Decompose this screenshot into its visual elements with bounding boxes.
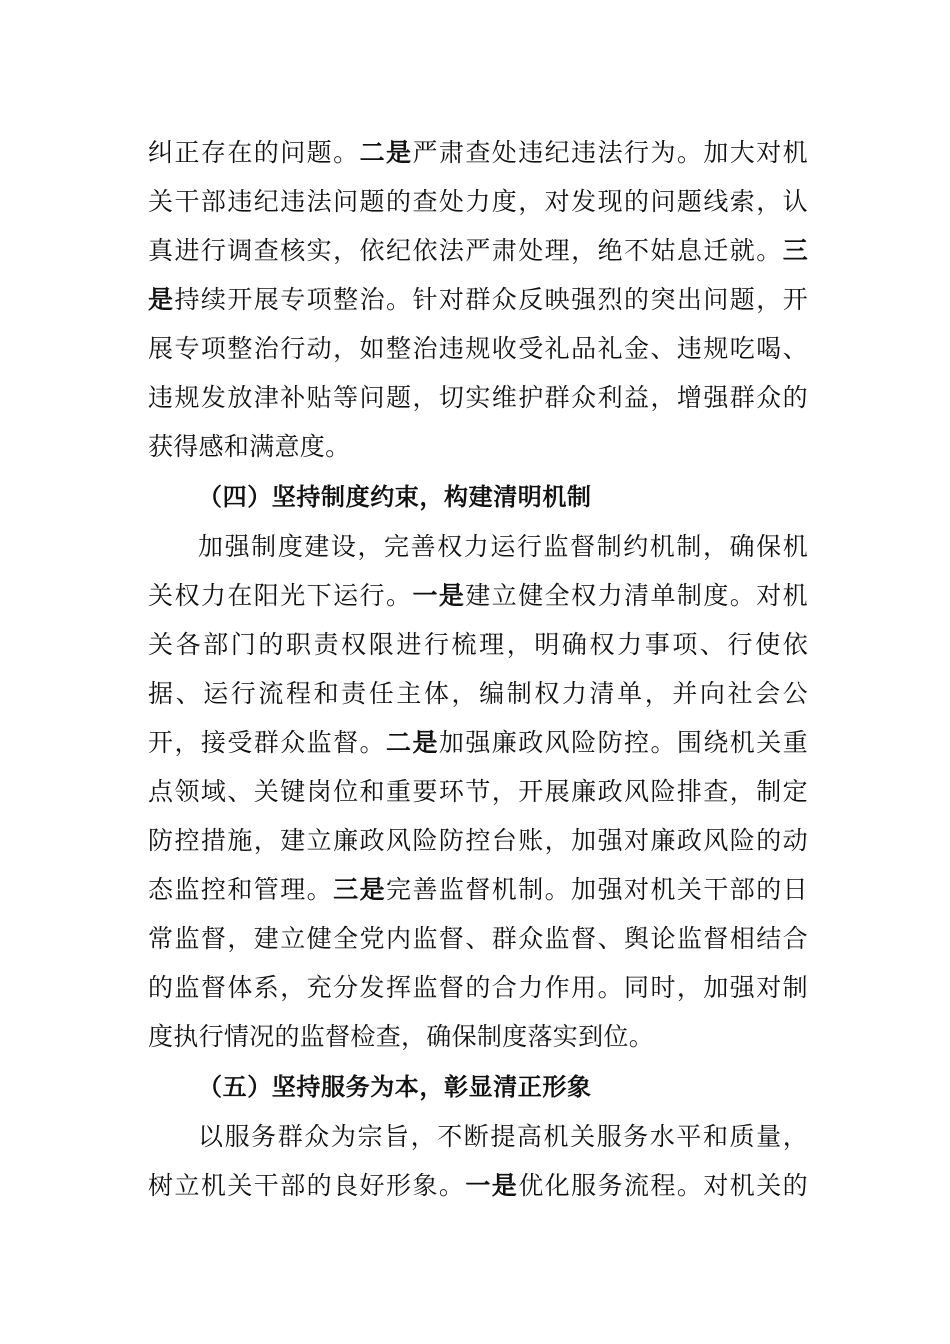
paragraph-line: 度执行情况的监督检查，确保制度落实到位。 — [148, 1022, 655, 1051]
paragraph-line — [148, 873, 808, 907]
paragraph-line — [148, 234, 808, 268]
paragraph-line — [148, 579, 808, 613]
paragraph-line: 点领域、关键岗位和重要环节，开展廉政风险排查，制定 — [148, 777, 808, 806]
text-run: 纠正存在的问题。 — [148, 138, 360, 167]
paragraph-line: 展专项整治行动，如整治违规收受礼品礼金、违规吃喝、 — [148, 334, 808, 363]
paragraph-line: 关干部违纪违法问题的查处力度，对发现的问题线索，认 — [148, 187, 808, 216]
text-run: 严肃查处违纪违法行为。加大对机 — [412, 138, 808, 167]
paragraph-line — [148, 1169, 808, 1203]
text-run: 优化服务流程。对机关的 — [518, 1171, 808, 1200]
bold-marker: 是 — [148, 285, 175, 314]
paragraph-line: 据、运行流程和责任主体，编制权力清单，并向社会公 — [148, 679, 808, 708]
paragraph-line: 关各部门的职责权限进行梳理，明确权力事项、行使依 — [148, 630, 808, 659]
section-heading: （五）坚持服务为本，彰显清正形象 — [198, 1073, 592, 1101]
bold-marker: 三是 — [333, 875, 387, 904]
paragraph-line — [148, 726, 808, 760]
text-run: 真进行调查核实，依纪依法严肃处理，绝不姑息迁就。 — [148, 236, 783, 265]
bold-marker: 二是 — [386, 728, 439, 757]
bold-marker: 三 — [782, 236, 808, 265]
text-run: 持续开展专项整治。针对群众反映强烈的突出问题，开 — [174, 285, 808, 314]
paragraph-line: 以服务群众为宗旨，不断提高机关服务水平和质量， — [198, 1122, 808, 1151]
paragraph-line: 获得感和满意度。 — [148, 432, 351, 461]
section-heading: （四）坚持制度约束，构建清明机制 — [198, 483, 592, 511]
text-run: 建立健全权力清单制度。对机 — [465, 581, 808, 610]
paragraph-line: 加强制度建设，完善权力运行监督制约机制，确保机 — [198, 532, 808, 561]
paragraph-line — [148, 283, 808, 317]
text-run: 完善监督机制。加强对机关干部的日 — [386, 875, 808, 904]
bold-marker: 一是 — [412, 581, 466, 610]
text-run: 态监控和管理。 — [148, 875, 334, 904]
bold-marker: 一是 — [465, 1171, 519, 1200]
text-run: 树立机关干部的良好形象。 — [148, 1171, 466, 1200]
text-run: 开，接受群众监督。 — [148, 728, 387, 757]
paragraph-line: 的监督体系，充分发挥监督的合力作用。同时，加强对制 — [148, 973, 808, 1002]
text-run: 加强廉政风险防控。围绕机关重 — [438, 728, 808, 757]
bold-marker: 二是 — [359, 138, 413, 167]
paragraph-line: 违规发放津补贴等问题，切实维护群众利益，增强群众的 — [148, 383, 808, 412]
text-run: 关权力在阳光下运行。 — [148, 581, 413, 610]
paragraph-line: 防控措施，建立廉政风险防控台账，加强对廉政风险的动 — [148, 826, 808, 855]
paragraph-line — [148, 136, 808, 170]
paragraph-line: 常监督，建立健全党内监督、群众监督、舆论监督相结合 — [148, 924, 808, 953]
